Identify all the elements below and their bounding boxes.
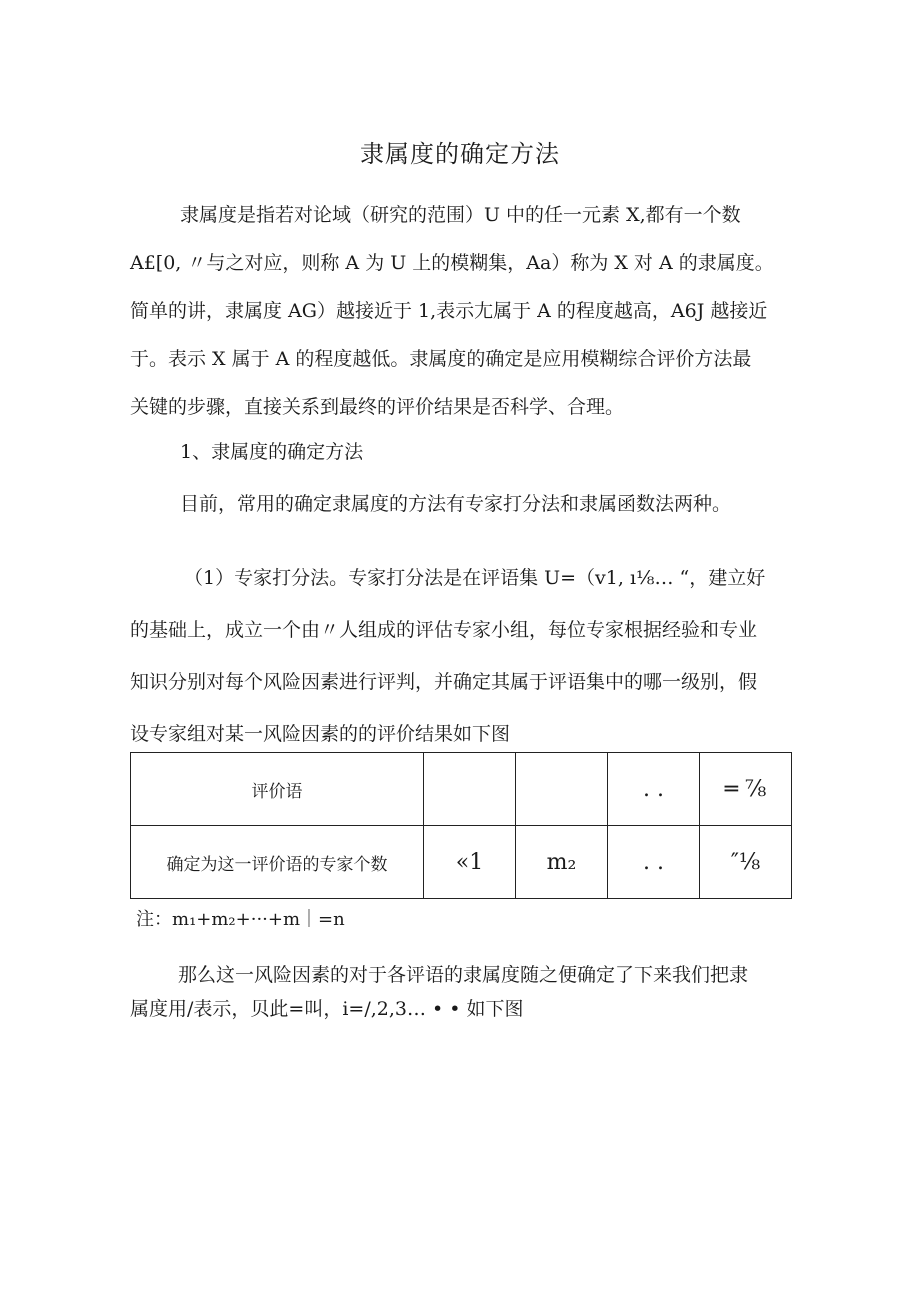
table-cell: . . — [608, 826, 700, 899]
table-cell — [516, 753, 608, 826]
section-heading: 1、隶属度的确定方法 — [180, 441, 364, 463]
document-title: 隶属度的确定方法 — [360, 140, 560, 168]
table-row — [131, 753, 792, 826]
paragraph-line: 设专家组对某一风险因素的的评价结果如下图 — [130, 723, 511, 745]
paragraph-line: 简单的讲，隶属度 AG）越接近于 1,表示尢属于 A 的程度越高，A6J 越接近 — [130, 300, 768, 322]
table-row — [131, 826, 792, 899]
table-cell: «1 — [424, 826, 516, 899]
paragraph-line: 的基础上，成立一个由〃人组成的评估专家小组，每位专家根据经验和专业 — [130, 619, 758, 641]
expert-method-paragraph — [130, 552, 802, 760]
paragraph-line: （1）专家打分法。专家打分法是在评语集 U=（v1, ı⅛… “，建立好 — [184, 567, 766, 589]
paragraph-line: 关键的步骤，直接关系到最终的评价结果是否科学、合理。 — [130, 396, 625, 418]
intro-paragraph: 目前，常用的确定隶属度的方法有专家打分法和隶属函数法两种。 — [180, 493, 732, 515]
paragraph-line: 隶属度是指若对论域（研究的范围）U 中的任一元素 X,都有一个数 — [180, 204, 741, 226]
table-cell — [424, 753, 516, 826]
closing-paragraph — [130, 958, 802, 1026]
table-cell: ═ ⅞ — [700, 753, 792, 826]
paragraph-line: 于。表示 X 属于 A 的程度越低。隶属度的确定是应用模糊综合评价方法最 — [130, 348, 752, 370]
paragraph-line: 那么这一风险因素的对于各评语的隶属度随之便确定了下来我们把隶 — [178, 964, 749, 986]
definition-paragraph — [130, 191, 802, 431]
paragraph-line: A£[0, 〃与之对应，则称 A 为 U 上的模糊集，Aa）称为 X 对 A 的隶属度。 — [130, 252, 774, 274]
paragraph-line: 属度用/表示，贝此=叫，i=/,2,3… • • 如下图 — [130, 998, 524, 1020]
table-cell: m₂ — [516, 826, 608, 899]
table-cell: 评价语 — [131, 753, 424, 826]
paragraph-line: 知识分别对每个风险因素进行评判，并确定其属于评语集中的哪一级别，假 — [130, 671, 758, 693]
table-note: 注：m₁+m₂+···+m｜=n — [136, 909, 345, 930]
table-cell: . . — [608, 753, 700, 826]
table-cell: 确定为这一评价语的专家个数 — [131, 826, 424, 899]
evaluation-table — [130, 752, 792, 899]
table-cell: ″⅛ — [700, 826, 792, 899]
